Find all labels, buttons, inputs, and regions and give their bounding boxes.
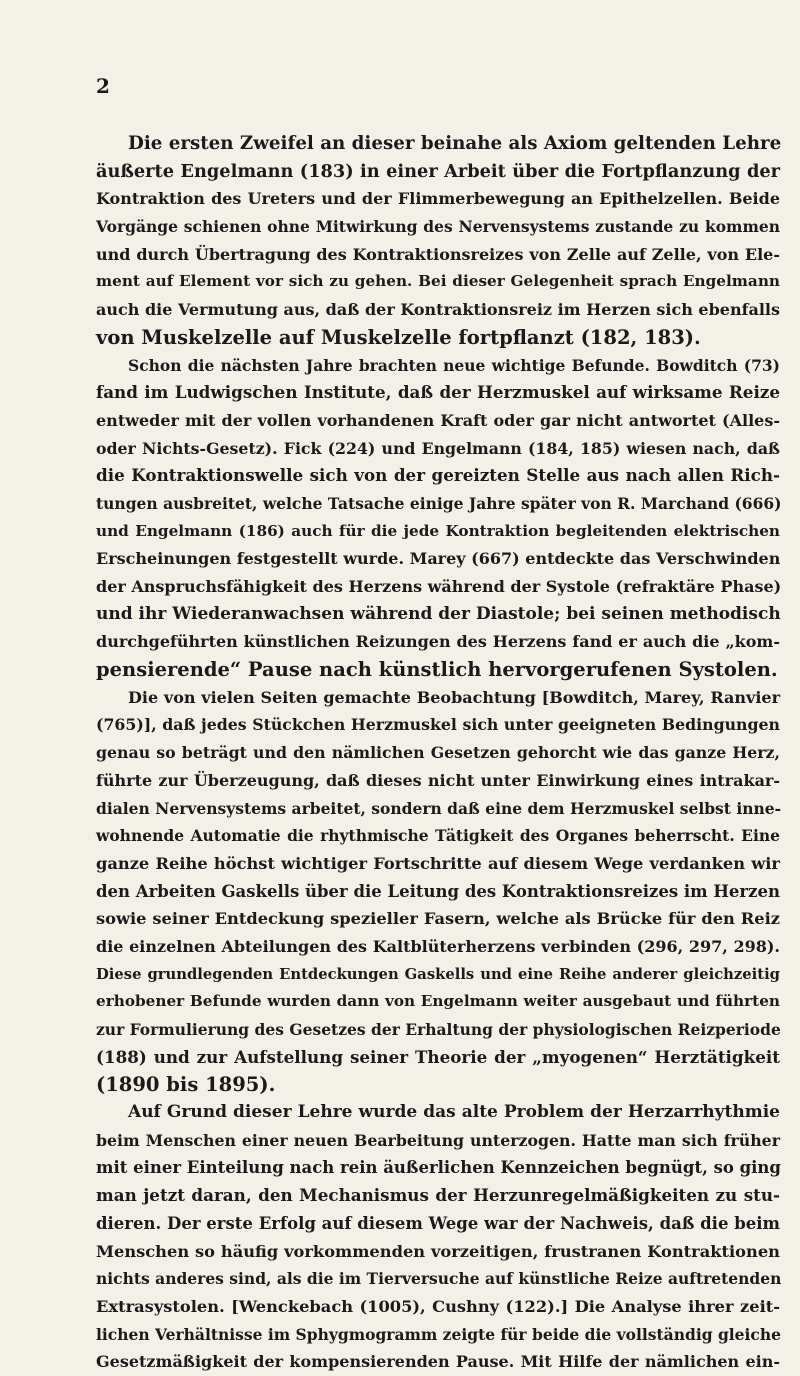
text-line: zur Formulierung des Gesetzes der Erhaltung der physiologischen Reizperiode (96, 1020, 781, 1039)
text-line: die Kontraktionswelle sich von der gereizten Stelle aus nach allen Rich- (96, 465, 780, 486)
text-line: auch die Vermutung aus, daß der Kontraktionsreiz im Herzen sich ebenfalls (96, 300, 780, 320)
text-line: genau so beträgt und den nämlichen Gesetzen gehorcht wie das ganze Herz, (96, 743, 780, 763)
body-text (96, 130, 780, 1376)
text-line: äußerte Engelmann (183) in einer Arbeit über die Fortpflanzung der (96, 160, 780, 182)
text-line: entweder mit der vollen vorhandenen Kraft oder gar nicht antwortet (Alles- (96, 410, 780, 430)
text-line: und ihr Wiederanwachsen während der Diastole; bei seinen methodisch (96, 603, 781, 624)
text-line: die einzelnen Abteilungen des Kaltblüterherzens verbinden (296, 297, 298). (96, 936, 780, 956)
text-line: Auf Grund dieser Lehre wurde das alte Problem der Herzarrhythmie (128, 1102, 780, 1123)
text-line: Vorgänge schienen ohne Mitwirkung des Nervensystems zustande zu kommen (96, 217, 780, 237)
text-line: von Muskelzelle auf Muskelzelle fortpflanzt (182, 183). (96, 325, 701, 349)
text-line: erhobener Befunde wurden dann von Engelmann weiter ausgebaut und führten (96, 992, 780, 1011)
text-line: (765)], daß jedes Stückchen Herzmuskel sich unter geeigneten Bedingungen (96, 715, 780, 735)
text-line: den Arbeiten Gaskells über die Leitung des Kontraktionsreizes im Herzen (96, 881, 780, 901)
text-line: und durch Übertragung des Kontraktionsreizes von Zelle auf Zelle, von Ele- (96, 244, 780, 264)
text-line: durchgeführten künstlichen Reizungen des Herzens fand er auch die „kom- (96, 632, 780, 652)
text-line: Gesetzmäßigkeit der kompensierenden Pause. Mit Hilfe der nämlichen ein- (96, 1352, 780, 1372)
text-line: Diese grundlegenden Entdeckungen Gaskells und eine Reihe anderer gleichzeitig (96, 965, 780, 983)
text-line: oder Nichts-Gesetz). Fick (224) und Engelmann (184, 185) wiesen nach, daß (96, 438, 780, 458)
text-line: Die von vielen Seiten gemachte Beobachtung [Bowditch, Marey, Ranvier (128, 687, 780, 707)
text-line: dialen Nervensystems arbeitet, sondern daß eine dem Herzmuskel selbst inne- (96, 798, 782, 818)
text-line: wohnende Automatie die rhythmische Tätigkeit des Organes beherrscht. Eine (96, 826, 780, 846)
text-line: Extrasystolen. [Wenckebach (1005), Cushny (122).] Die Analyse ihrer zeit- (96, 1296, 780, 1316)
text-line: (1890 bis 1895). (96, 1073, 276, 1097)
text-line: und Engelmann (186) auch für die jede Kontraktion begleitenden elektrischen (96, 521, 780, 540)
text-line: fand im Ludwigschen Institute, daß der Herzmuskel auf wirksame Reize (96, 382, 780, 403)
text-line: Die ersten Zweifel an dieser beinahe als Axiom geltenden Lehre (128, 133, 782, 154)
text-line: ganze Reihe höchst wichtiger Fortschritte auf diesem Wege verdanken wir (96, 853, 780, 873)
text-line: Erscheinungen festgestellt wurde. Marey (667) entdeckte das Verschwinden (96, 549, 781, 569)
text-line: sowie seiner Entdeckung spezieller Fasern, welche als Brücke für den Reiz (96, 909, 780, 929)
page-number: 2 (96, 74, 110, 98)
text-line: lichen Verhältnisse im Sphygmogramm zeigte für beide die vollständig gleiche (96, 1324, 781, 1344)
text-line: dieren. Der erste Erfolg auf diesem Wege war der Nachweis, daß die beim (96, 1213, 780, 1233)
text-line: Menschen so häufig vorkommenden vorzeitigen, frustranen Kontraktionen (96, 1241, 780, 1261)
text-line: Kontraktion des Ureters und der Flimmerbewegung an Epithelzellen. Beide (96, 189, 780, 209)
text-line: Schon die nächsten Jahre brachten neue wichtige Befunde. Bowditch (73) (128, 355, 780, 375)
text-line: beim Menschen einer neuen Bearbeitung unterzogen. Hatte man sich früher (96, 1130, 780, 1150)
text-line: pensierende“ Pause nach künstlich hervorgerufenen Systolen. (96, 658, 778, 682)
text-line: tungen ausbreitet, welche Tatsache einige Jahre später von R. Marchand (666) (96, 493, 782, 513)
text-line: nichts anderes sind, als die im Tierversuche auf künstliche Reize auftretenden (96, 1269, 782, 1289)
text-line: mit einer Einteilung nach rein äußerlichen Kennzeichen begnügt, so ging (96, 1158, 781, 1178)
text-line: man jetzt daran, den Mechanismus der Herzunregelmäßigkeiten zu stu- (96, 1185, 780, 1206)
text-line: (188) und zur Aufstellung seiner Theorie der „myogenen“ Herztätigkeit (96, 1046, 780, 1067)
text-line: ment auf Element vor sich zu gehen. Bei dieser Gelegenheit sprach Engelmann (96, 272, 780, 291)
text-line: führte zur Überzeugung, daß dieses nicht unter Einwirkung eines intrakar- (96, 770, 780, 790)
text-line: der Anspruchsfähigkeit des Herzens während der Systole (refraktäre Phase) (96, 577, 782, 596)
